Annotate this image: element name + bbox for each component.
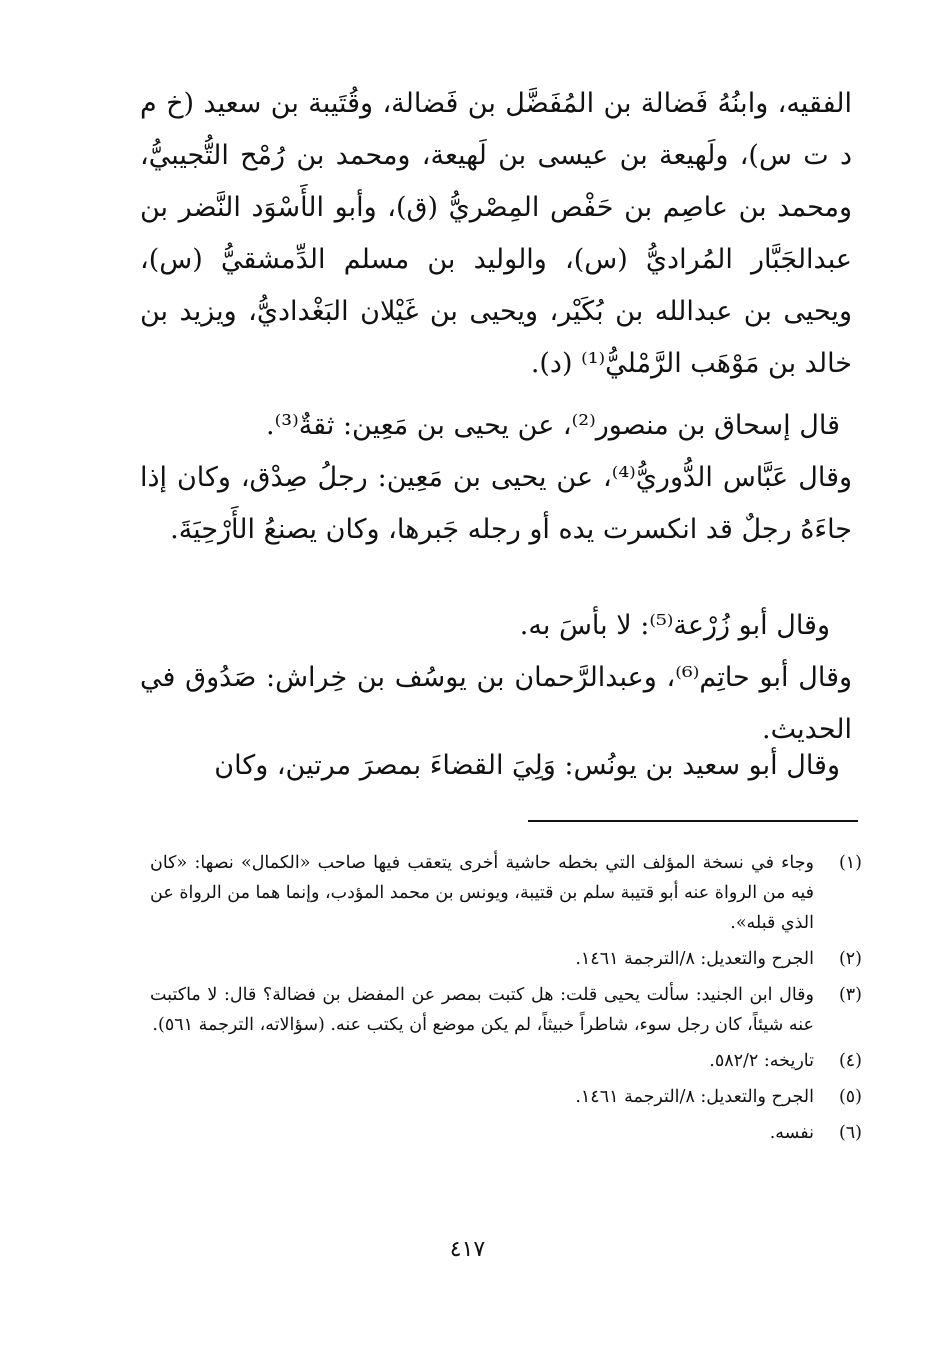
footnote-item bbox=[150, 848, 862, 938]
footnote-text: تاريخه: ٥٨٢/٢. bbox=[709, 1051, 814, 1071]
page-number: ٤١٧ bbox=[449, 1237, 486, 1262]
body-paragraph-narrators bbox=[140, 78, 852, 390]
footnote-number: (٤) bbox=[838, 1051, 862, 1071]
footnote-number: (١) bbox=[838, 853, 862, 873]
footnote-text: وقال ابن الجنيد: سألت يحيى قلت: هل كتبت بمصر عن المفضل بن فضالة؟ قال: لا ماكتبت عنه شيئاً، كان رجل سوء، شاطراً خبيثاً، لم يكن موضع أن يكتب عنه. (سؤالاته، الترجمة ٥٦١). bbox=[150, 985, 814, 1035]
paragraph-text: قال إسحاق بن منصور⁽²⁾، عن يحيى بن مَعِين: ثقةٌ⁽³⁾. bbox=[266, 410, 840, 441]
footnote-text: الجرح والتعديل: ٨/الترجمة ١٤٦١. bbox=[575, 949, 814, 969]
footnote-divider bbox=[528, 820, 858, 822]
body-paragraph-ishaq bbox=[140, 400, 840, 452]
footnote-text: نفسه. bbox=[769, 1123, 814, 1143]
footnote-number: (٢) bbox=[838, 949, 862, 969]
footnote-text: وجاء في نسخة المؤلف التي بخطه حاشية أخرى يتعقب فيها صاحب «الكمال» نصها: «كان فيه من الرواة عنه أبو قتيبة سلم بن قتيبة، ويونس بن محمد المؤدب، وإنما هما من الرواة عن الذي قبله». bbox=[150, 853, 814, 933]
body-paragraph-abu-zura bbox=[140, 600, 830, 652]
footnote-item bbox=[150, 1046, 862, 1076]
footnote-number: (٣) bbox=[838, 985, 862, 1005]
footnote-item bbox=[150, 980, 862, 1040]
footnotes bbox=[150, 848, 862, 1154]
paragraph-text: الفقيه، وابنُهُ فَضالة بن المُفَضَّل بن فَضالة، وقُتَيبة بن سعيد (خ م د ت س)، ولَهيعة بن عيسى بن لَهيعة، ومحمد بن رُمْح التُّجيبيُّ، ومحمد بن عاصِم بن حَفْص المِصْريُّ (ق)، وأبو الأَسْوَد النَّضر بن عبدالجَبَّار المُراديُّ (س)، والوليد بن مسلم الدِّمشقيُّ (س)، ويحيى بن عبدالله بن بُكَيْر، ويحيى بن غَيْلان البَغْداديُّ، ويزيد بن خالد بن مَوْهَب الرَّمْليُّ⁽¹⁾ (د). bbox=[140, 88, 852, 379]
footnote-number: (٦) bbox=[838, 1123, 862, 1143]
paragraph-text: وقال عَبَّاس الدُّوريُّ⁽⁴⁾، عن يحيى بن مَعِين: رجلُ صِدْق، وكان إذا جاءَهُ رجلٌ قد انكسرت يده أو رجله جَبرها، وكان يصنعُ الأَرْحِيَةَ. bbox=[140, 462, 853, 545]
body-paragraph-abbas bbox=[140, 452, 852, 556]
paragraph-text: وقال أبو سعيد بن يونُس: وَلِيَ القضاءَ بمصرَ مرتين، وكان bbox=[214, 750, 840, 781]
footnote-text: الجرح والتعديل: ٨/الترجمة ١٤٦١. bbox=[575, 1087, 814, 1107]
paragraph-text: وقال أبو حاتِم⁽⁶⁾، وعبدالرَّحمان بن يوسُف بن خِراش: صَدُوق في الحديث. bbox=[140, 662, 853, 745]
body-paragraph-ibn-yunus bbox=[140, 740, 840, 792]
footnote-item bbox=[150, 1118, 862, 1148]
footnote-item bbox=[150, 944, 862, 974]
footnote-number: (٥) bbox=[838, 1087, 862, 1107]
footnote-item bbox=[150, 1082, 862, 1112]
paragraph-text: وقال أبو زُرْعة⁽⁵⁾: لا بأسَ به. bbox=[519, 610, 830, 641]
